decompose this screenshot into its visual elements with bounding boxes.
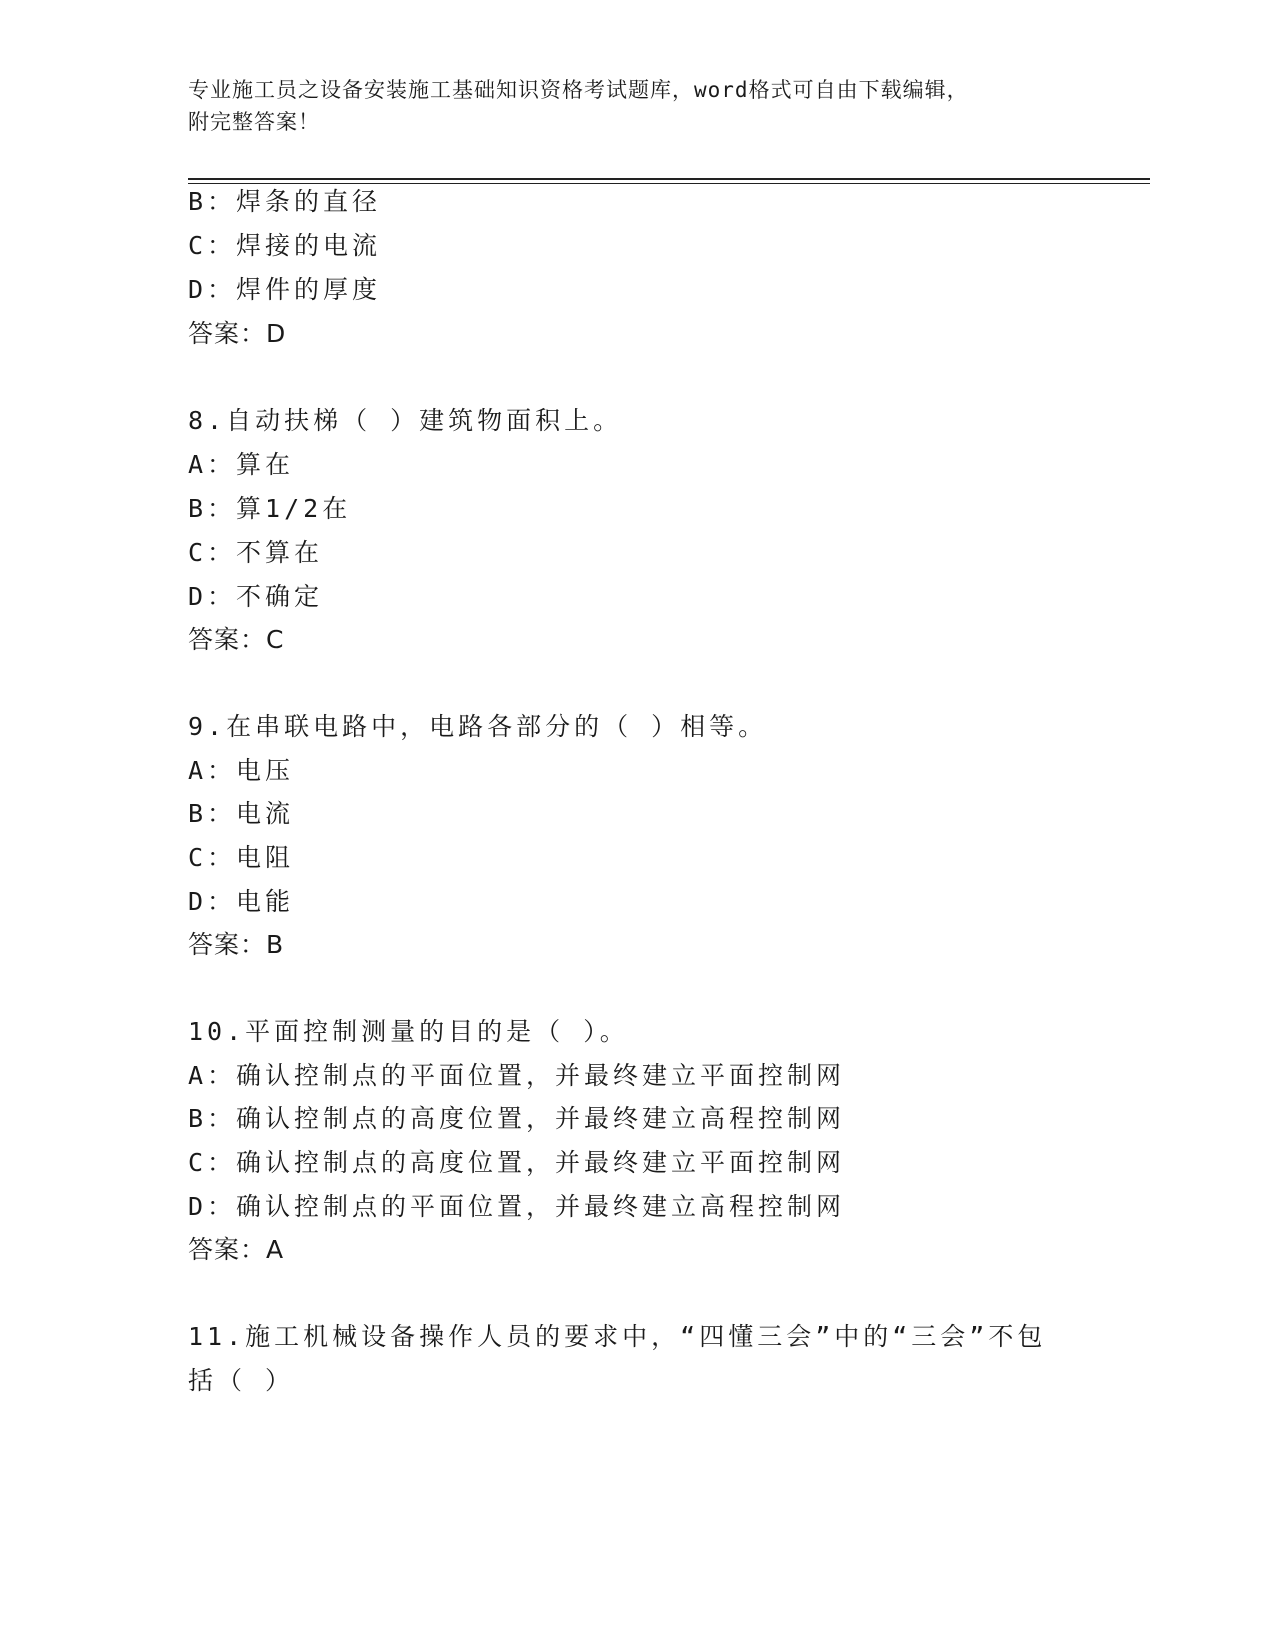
q8-answer: 答案：C [188, 625, 285, 654]
header-line-1: 专业施工员之设备安装施工基础知识资格考试题库，word格式可自由下载编辑， [188, 78, 969, 102]
q8-option-c: C：不算在 [188, 538, 324, 567]
q8-stem: 8.自动扶梯（ ）建筑物面积上。 [188, 406, 623, 435]
q7-option-b: B：焊条的直径 [188, 187, 382, 216]
q11-stem-line-2: 括（ ） [188, 1366, 295, 1395]
q9-option-c: C：电阻 [188, 843, 295, 872]
q9-stem: 9.在串联电路中，电路各部分的（ ）相等。 [188, 712, 768, 741]
document-header [188, 74, 1088, 138]
q8-option-b: B：算1/2在 [188, 494, 352, 523]
q7-answer: 答案：D [188, 319, 287, 348]
q10-answer: 答案：A [188, 1235, 285, 1264]
q7-option-d: D：焊件的厚度 [188, 275, 382, 304]
q9-option-a: A：电压 [188, 756, 295, 785]
q10-option-a: A：确认控制点的平面位置，并最终建立平面控制网 [188, 1061, 846, 1090]
q10-stem: 10.平面控制测量的目的是（ ）。 [188, 1017, 629, 1046]
header-divider-thin [188, 183, 1150, 184]
q10-option-c: C：确认控制点的高度位置，并最终建立平面控制网 [188, 1148, 846, 1177]
header-line-2: 附完整答案！ [188, 110, 320, 134]
q11-stem-line-1: 11.施工机械设备操作人员的要求中，“四懂三会”中的“三会”不包 [188, 1322, 1047, 1351]
q8-option-d: D：不确定 [188, 582, 324, 611]
q9-option-b: B：电流 [188, 799, 295, 828]
q10-option-b: B：确认控制点的高度位置，并最终建立高程控制网 [188, 1104, 846, 1133]
q7-option-c: C：焊接的电流 [188, 231, 382, 260]
q10-option-d: D：确认控制点的平面位置，并最终建立高程控制网 [188, 1192, 846, 1221]
q9-option-d: D：电能 [188, 887, 295, 916]
q9-answer: 答案：B [188, 930, 285, 959]
q8-option-a: A：算在 [188, 450, 295, 479]
header-divider-thick [188, 178, 1150, 180]
